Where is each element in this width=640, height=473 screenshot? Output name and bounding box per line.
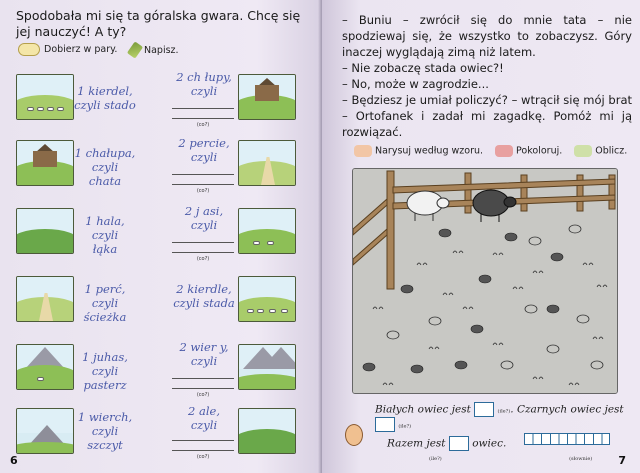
story-paragraph: – Będziesz je umiał policzyć? – wtrącił się mój brat – Ortofanek i zadał mi zagadkę. Pomóż mi ją rozwiązać. bbox=[342, 93, 632, 139]
counting-answers: Białych owiec jest (ile?). Czarnych owiec jest (ile?) Razem jest owiec. (ile?) (słownie) bbox=[375, 403, 624, 462]
intro-text: Spodobała mi się ta góralska gwara. Chcę się jej nauczyć! A ty? bbox=[16, 8, 301, 39]
right-word: 2 percie, czyli bbox=[178, 136, 230, 164]
instruction-color: Pokoloruj. bbox=[495, 145, 562, 157]
story-text bbox=[342, 12, 632, 140]
task-instructions bbox=[354, 145, 627, 157]
instruction-pairs bbox=[18, 43, 117, 56]
shepherds-picture bbox=[238, 208, 296, 254]
right-word: 2 kierdle, czyli stada bbox=[173, 282, 235, 310]
left-word: 1 perć, czyli ścieżka bbox=[83, 282, 127, 324]
crayons-icon bbox=[495, 145, 513, 157]
answer-lines[interactable]: (co?) bbox=[172, 236, 234, 262]
page-number-left: 6 bbox=[10, 454, 18, 467]
right-page bbox=[322, 0, 640, 473]
shepherd-picture bbox=[16, 344, 74, 390]
left-word: 1 kierdel, czyli stado bbox=[74, 84, 136, 112]
exercise-row bbox=[0, 268, 322, 330]
meadow-picture bbox=[16, 208, 74, 254]
story-paragraph: – No, może w zagrodzie... bbox=[342, 77, 489, 91]
fence-post bbox=[465, 173, 471, 213]
total-label: Razem jest bbox=[387, 437, 446, 450]
right-word: 2 ch łupy, czyli bbox=[176, 70, 232, 98]
white-sheep-label: Białych owiec jest bbox=[375, 403, 471, 416]
trails-picture bbox=[238, 140, 296, 186]
exercise-row bbox=[0, 402, 322, 464]
white-sheep-answer-box[interactable] bbox=[474, 402, 494, 417]
calculate-icon bbox=[574, 145, 592, 157]
pencil-icon bbox=[127, 41, 143, 58]
total-answer-box[interactable] bbox=[449, 436, 469, 451]
instruction-write bbox=[130, 43, 179, 57]
path-picture bbox=[16, 276, 74, 322]
right-word: 2 ale, czyli bbox=[188, 404, 220, 432]
black-sheep-label: Czarnych owiec jest bbox=[516, 403, 624, 416]
flocks-picture bbox=[238, 276, 296, 322]
hut-picture bbox=[16, 140, 74, 186]
right-word: 2 wier y, czyli bbox=[179, 340, 229, 368]
peak-picture bbox=[16, 408, 74, 454]
exercise-row bbox=[0, 66, 322, 128]
fence-post bbox=[521, 175, 527, 211]
answer-lines[interactable]: (co?) bbox=[172, 434, 234, 460]
left-word: 1 wierch, czyli szczyt bbox=[77, 410, 133, 452]
answer-lines[interactable]: (co?) bbox=[172, 372, 234, 398]
hand-drawing-icon bbox=[354, 145, 372, 157]
story-paragraph: – Buniu – zwrócił się do mnie tata – nie spodziewaj się, że wszystko to zobaczysz. Góry inaczej wyglądają zimą niż latem. bbox=[342, 13, 632, 59]
hint-slownie: (słownie) bbox=[569, 456, 593, 462]
answer-lines[interactable]: (co?) bbox=[172, 102, 234, 128]
left-word: 1 hala, czyli łąka bbox=[85, 214, 125, 256]
sheep-pen-illustration bbox=[352, 168, 618, 394]
story-paragraph: – Nie zobaczę stada owiec?! bbox=[342, 61, 504, 75]
instruction-draw: Narysuj według wzoru. bbox=[354, 145, 483, 157]
exercise-row bbox=[0, 132, 322, 194]
peaks-picture bbox=[238, 344, 296, 390]
hint-ile: (ile?) bbox=[429, 456, 442, 462]
pairs-icon bbox=[18, 43, 40, 56]
left-word: 1 juhas, czyli pasterz bbox=[82, 350, 128, 392]
total-suffix: owiec. bbox=[472, 437, 507, 450]
instruction-write-label: Napisz. bbox=[144, 44, 179, 56]
black-sheep-answer-box[interactable] bbox=[375, 417, 395, 432]
exercise-row bbox=[0, 336, 322, 398]
exercise-row bbox=[0, 200, 322, 262]
page-number-right: 7 bbox=[618, 454, 626, 467]
answer-lines[interactable]: (co?) bbox=[172, 168, 234, 194]
sheep-flock-picture bbox=[16, 74, 74, 120]
hut-picture bbox=[238, 74, 296, 120]
hint-ile: (ile?) bbox=[398, 423, 412, 430]
left-word: 1 chałupa, czyli chata bbox=[74, 146, 136, 188]
hint-ile: (ile?) bbox=[497, 408, 511, 415]
instruction-count: Oblicz. bbox=[574, 145, 627, 157]
right-word: 2 j asi, czyli bbox=[184, 204, 224, 232]
meadows-picture bbox=[238, 408, 296, 454]
instruction-pairs-label: Dobierz w pary. bbox=[44, 44, 118, 55]
word-answer-grid[interactable] bbox=[524, 433, 610, 445]
